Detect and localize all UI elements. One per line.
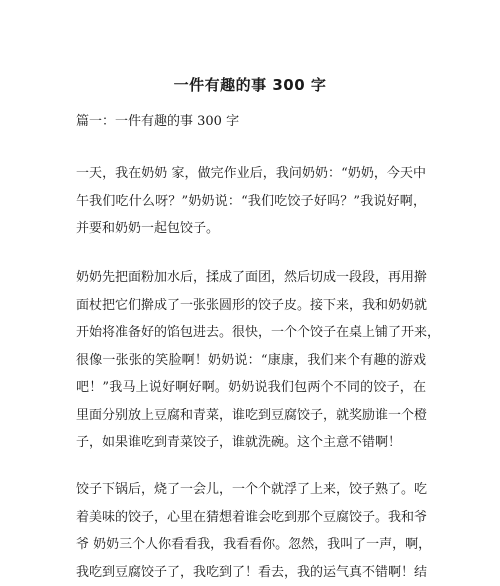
paragraph-line: 并要和奶奶一起包饺子。	[76, 215, 426, 243]
paragraph-line: 里面分别放上豆腐和青菜，谁吃到豆腐饺子，就奖励谁一个橙	[76, 402, 426, 430]
document-title: 一件有趣的事 300 字	[0, 74, 500, 96]
paragraph-line: 子，如果谁吃到青菜饺子，谁就洗碗。这个主意不错啊！	[76, 429, 426, 457]
paragraph-line: 吧！”我马上说好啊好啊。奶奶说我们包两个不同的饺子，在	[76, 374, 426, 402]
paragraph-line: 一天，我在奶奶 家，做完作业后，我问奶奶：“奶奶，今天中	[76, 160, 426, 188]
paragraph-line: 饺子下锅后，烧了一会儿，一个个就浮了上来，饺子熟了。吃	[76, 476, 426, 504]
paragraph-1	[76, 160, 426, 243]
paragraph-line: 午我们吃什么呀？”奶奶说：“我们吃饺子好吗？”我说好啊，	[76, 188, 426, 216]
paragraph-line: 着美味的饺子，心里在猜想着谁会吃到那个豆腐饺子。我和爷	[76, 504, 426, 532]
paragraph-line: 很像一张张的笑脸啊！奶奶说：“康康，我们来个有趣的游戏	[76, 347, 426, 375]
paragraph-line: 面杖把它们擀成了一张张圆形的饺子皮。接下来，我和奶奶就	[76, 292, 426, 320]
paragraph-line: 爷 奶奶三个人你看看我，我看看你。忽然，我叫了一声，啊，	[76, 531, 426, 559]
paragraph-line: 开始将准备好的馅包进去。很快，一个个饺子在桌上铺了开来，	[76, 319, 426, 347]
paragraph-line: 奶奶先把面粉加水后，揉成了面团，然后切成一段段，再用擀	[76, 264, 426, 292]
paragraph-2	[76, 264, 426, 457]
paragraph-line: 我吃到豆腐饺子了，我吃到了！看去，我的运气真不错啊！结	[76, 559, 426, 586]
paragraph-3	[76, 476, 426, 586]
document-subtitle: 篇一：一件有趣的事 300 字	[76, 112, 239, 132]
